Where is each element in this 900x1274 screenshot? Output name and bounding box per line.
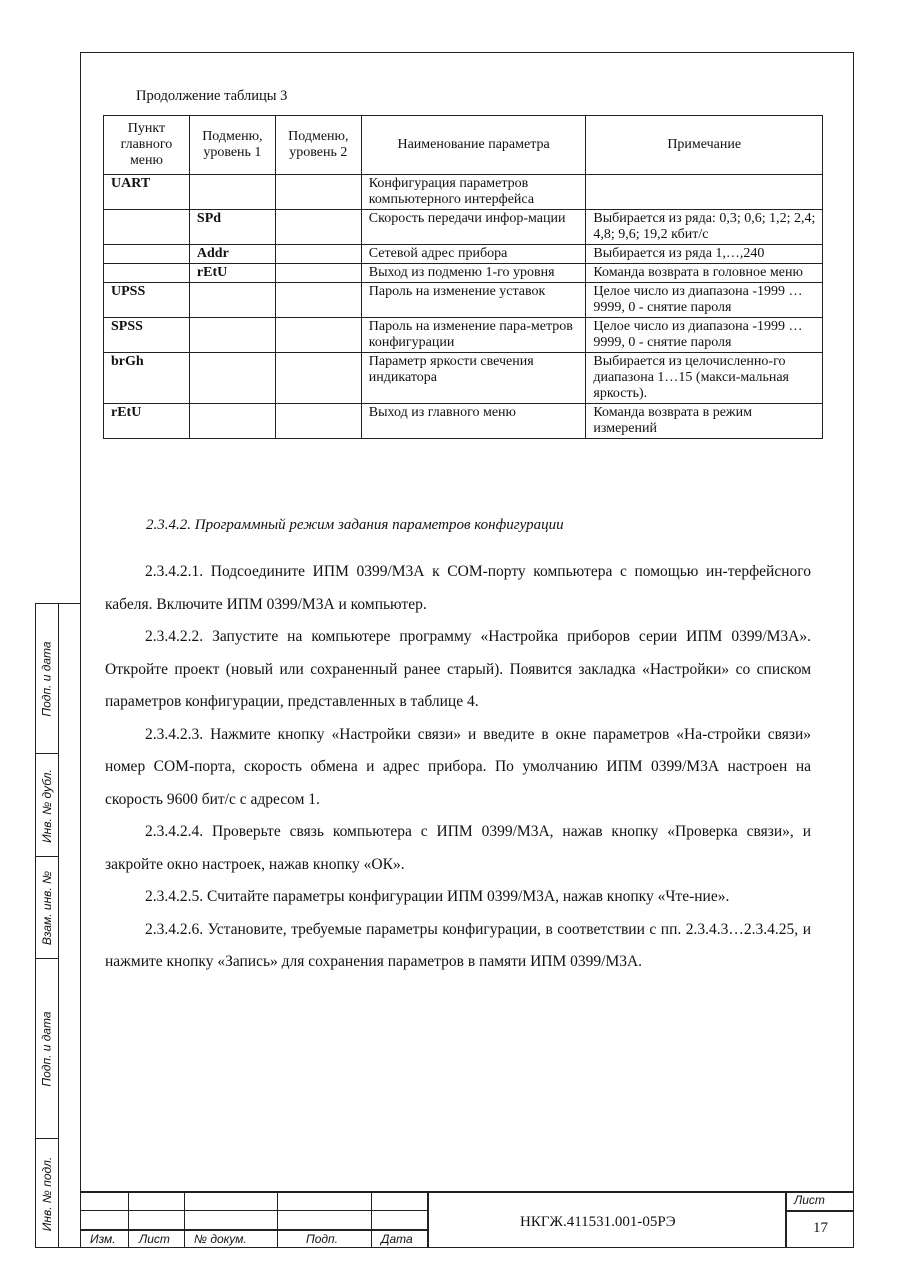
side-label-sign-date-2: Подп. и дата [40, 1011, 54, 1087]
cell-main-menu: rEtU [104, 404, 190, 439]
cell-parameter-name: Скорость передачи инфор-мации [361, 210, 586, 245]
cell-submenu-2 [275, 175, 361, 210]
cell-parameter-name: Выход из подменю 1-го уровня [361, 264, 586, 283]
cell-submenu-2 [275, 245, 361, 264]
paragraph: 2.3.4.2.4. Проверьте связь компьютера с ИПМ 0399/М3А, нажав кнопку «Проверка связи», и закройте окно настроек, нажав кнопку «ОК». [105, 823, 811, 873]
table-row [104, 353, 823, 404]
table-caption: Продолжение таблицы 3 [136, 88, 288, 104]
stamp-label-date: Дата [381, 1232, 413, 1246]
cell-main-menu [104, 210, 190, 245]
header-parameter-name: Наименование параметра [361, 116, 586, 175]
stamp-label-sheet: Лист [139, 1232, 170, 1246]
stamp-label-doc-number: № докум. [194, 1232, 247, 1246]
cell-submenu-2 [275, 318, 361, 353]
cell-submenu-1 [189, 353, 275, 404]
title-block [80, 1191, 854, 1248]
table-row [104, 175, 823, 210]
cell-note: Команда возврата в головное меню [586, 264, 823, 283]
cell-submenu-1 [189, 404, 275, 439]
cell-submenu-1: rEtU [189, 264, 275, 283]
header-submenu-2: Подменю, уровень 2 [275, 116, 361, 175]
table-row [104, 245, 823, 264]
cell-submenu-2 [275, 283, 361, 318]
side-label-dup-inv: Инв. № дубл. [40, 768, 54, 843]
cell-main-menu: UPSS [104, 283, 190, 318]
cell-submenu-2 [275, 210, 361, 245]
cell-main-menu [104, 264, 190, 283]
cell-note: Целое число из диапазона -1999 … 9999, 0 - снятие пароля [586, 318, 823, 353]
stamp-label-signature: Подп. [306, 1232, 338, 1246]
body-text [105, 556, 811, 979]
cell-note [586, 175, 823, 210]
side-label-sign-date: Подп. и дата [40, 641, 54, 717]
table-row [104, 210, 823, 245]
cell-parameter-name: Конфигурация параметров компьютерного интерфейса [361, 175, 586, 210]
cell-submenu-1 [189, 175, 275, 210]
cell-submenu-2 [275, 404, 361, 439]
paragraph: 2.3.4.2.3. Нажмите кнопку «Настройки связи» и введите в окне параметров «На-стройки связи» номер COM-порта, скорость обмена и адрес прибора. По умолчанию ИПМ 0399/М3А настроен на скорость 9600 бит/с с адресом 1. [105, 725, 811, 808]
table-row [104, 404, 823, 439]
cell-note: Целое число из диапазона -1999 … 9999, 0 - снятие пароля [586, 283, 823, 318]
table-row [104, 264, 823, 283]
paragraph: 2.3.4.2.1. Подсоедините ИПМ 0399/М3А к COM-порту компьютера с помощью ин-терфейсного кабеля. Включите ИПМ 0399/М3А и компьютер. [105, 563, 811, 613]
cell-submenu-2 [275, 264, 361, 283]
cell-submenu-1: Addr [189, 245, 275, 264]
cell-note: Выбирается из целочисленно-го диапазона 1…15 (макси-мальная яркость). [586, 353, 823, 404]
parameters-table [103, 115, 823, 439]
cell-submenu-1 [189, 318, 275, 353]
paragraph: 2.3.4.2.5. Считайте параметры конфигурации ИПМ 0399/М3А, нажав кнопку «Чте-ние». [145, 888, 730, 905]
document-code: НКГЖ.411531.001-05РЭ [520, 1214, 676, 1230]
table-row [104, 318, 823, 353]
header-main-menu: Пункт главного меню [104, 116, 190, 175]
cell-submenu-2 [275, 353, 361, 404]
section-title: 2.3.4.2. Программный режим задания параметров конфигурации [146, 517, 564, 533]
header-note: Примечание [586, 116, 823, 175]
cell-parameter-name: Пароль на изменение пара-метров конфигурации [361, 318, 586, 353]
side-label-replace-inv: Взам. инв. № [40, 870, 55, 946]
table-row [104, 283, 823, 318]
cell-main-menu: brGh [104, 353, 190, 404]
paragraph: 2.3.4.2.6. Установите, требуемые параметры конфигурации, в соответствии с пп. 2.3.4.3…2.3.4.25, и нажмите кнопку «Запись» для сохранения параметров в памяти ИПМ 0399/М3А. [105, 920, 811, 970]
stamp-label-change: Изм. [90, 1232, 116, 1246]
cell-main-menu: UART [104, 175, 190, 210]
paragraph: 2.3.4.2.2. Запустите на компьютере программу «Настройка приборов серии ИПМ 0399/М3А». Откройте проект (новый или сохраненный ранее старый). Появится закладка «Настройки» со списком параметров конфигурации, представленных в таблице 4. [105, 628, 811, 710]
header-submenu-1: Подменю, уровень 1 [189, 116, 275, 175]
side-label-orig-inv: Инв. № подл. [40, 1156, 54, 1232]
cell-main-menu: SPSS [104, 318, 190, 353]
cell-submenu-1: SPd [189, 210, 275, 245]
cell-parameter-name: Выход из главного меню [361, 404, 586, 439]
cell-note: Команда возврата в режим измерений [586, 404, 823, 439]
cell-note: Выбирается из ряда: 0,3; 0,6; 1,2; 2,4; 4,8; 9,6; 19,2 кбит/с [586, 210, 823, 245]
cell-parameter-name: Пароль на изменение уставок [361, 283, 586, 318]
cell-parameter-name: Параметр яркости свечения индикатора [361, 353, 586, 404]
sheet-label: Лист [794, 1193, 825, 1207]
side-stamp [35, 603, 80, 1248]
side-stamp-divider [58, 604, 59, 1247]
table-header-row [104, 116, 823, 175]
cell-note: Выбирается из ряда 1,…,240 [586, 245, 823, 264]
sheet-number: 17 [813, 1220, 828, 1236]
cell-submenu-1 [189, 283, 275, 318]
cell-main-menu [104, 245, 190, 264]
cell-parameter-name: Сетевой адрес прибора [361, 245, 586, 264]
